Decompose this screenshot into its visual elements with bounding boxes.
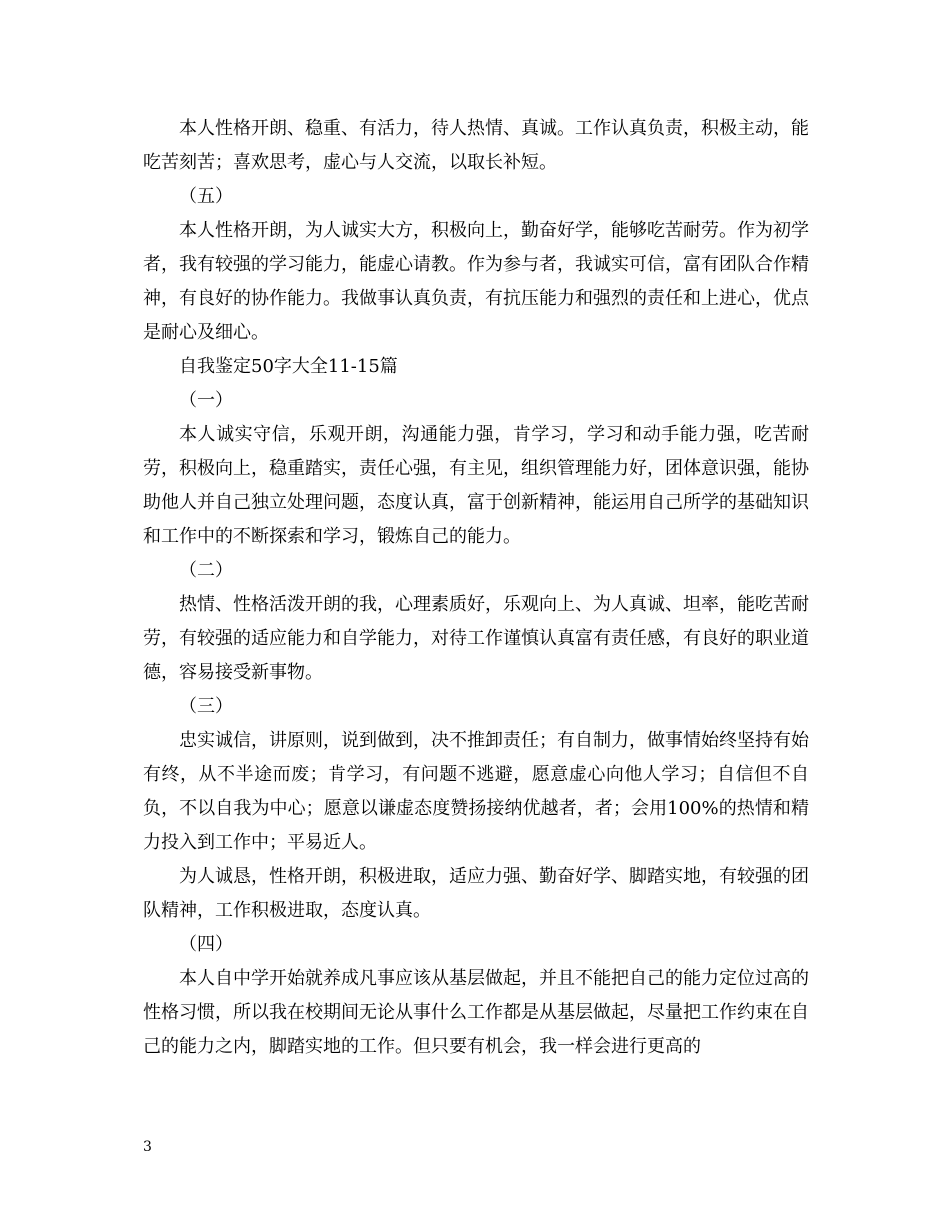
paragraph: 本人性格开朗、稳重、有活力，待人热情、真诚。工作认真负责，积极主动，能吃苦刻苦；喜欢思考，虚心与人交流，以取长补短。: [143, 118, 809, 173]
paragraph: 本人诚实守信，乐观开朗，沟通能力强，肯学习，学习和动手能力强，吃苦耐劳，积极向上，稳重踏实，责任心强，有主见，组织管理能力好，团体意识强，能协助他人并自己独立处理问题，态度认真，富于创新精神，能运用自己所学的基础知识和工作中的不断探索和学习，锻炼自己的能力。: [143, 424, 809, 547]
subsection-heading: （三）: [179, 696, 233, 717]
paragraph: 为人诚恳，性格开朗，积极进取，适应力强、勤奋好学、脚踏实地，有较强的团队精神，工作积极进取，态度认真。: [143, 866, 809, 921]
page-number: 3: [143, 1139, 152, 1155]
subsection-heading: （四）: [179, 934, 233, 955]
subsection-heading: （五）: [179, 186, 233, 207]
subsection-heading: （一）: [179, 390, 233, 411]
paragraph: 本人自中学开始就养成凡事应该从基层做起，并且不能把自己的能力定位过高的性格习惯，所以我在校期间无论从事什么工作都是从基层做起，尽量把工作约束在自己的能力之内，脚踏实地的工作。但只要有机会，我一样会进行更高的: [143, 968, 809, 1057]
section-heading: 自我鉴定50字大全11-15篇: [179, 356, 398, 377]
paragraph: 本人性格开朗，为人诚实大方，积极向上，勤奋好学，能够吃苦耐劳。作为初学者，我有较强的学习能力，能虚心请教。作为参与者，我诚实可信，富有团队合作精神，有良好的协作能力。我做事认真负责，有抗压能力和强烈的责任和上进心，优点是耐心及细心。: [143, 220, 809, 343]
paragraph: 热情、性格活泼开朗的我，心理素质好，乐观向上、为人真诚、坦率，能吃苦耐劳，有较强的适应能力和自学能力，对待工作谨慎认真富有责任感，有良好的职业道德，容易接受新事物。: [143, 594, 809, 683]
subsection-heading: （二）: [179, 560, 233, 581]
paragraph: 忠实诚信，讲原则，说到做到，决不推卸责任；有自制力，做事情始终坚持有始有终，从不半途而废；肯学习，有问题不逃避，愿意虚心向他人学习；自信但不自负，不以自我为中心；愿意以谦虚态度赞扬接纳优越者，者；会用100%的热情和精力投入到工作中；平易近人。: [143, 730, 809, 853]
document-body: [143, 112, 809, 1064]
